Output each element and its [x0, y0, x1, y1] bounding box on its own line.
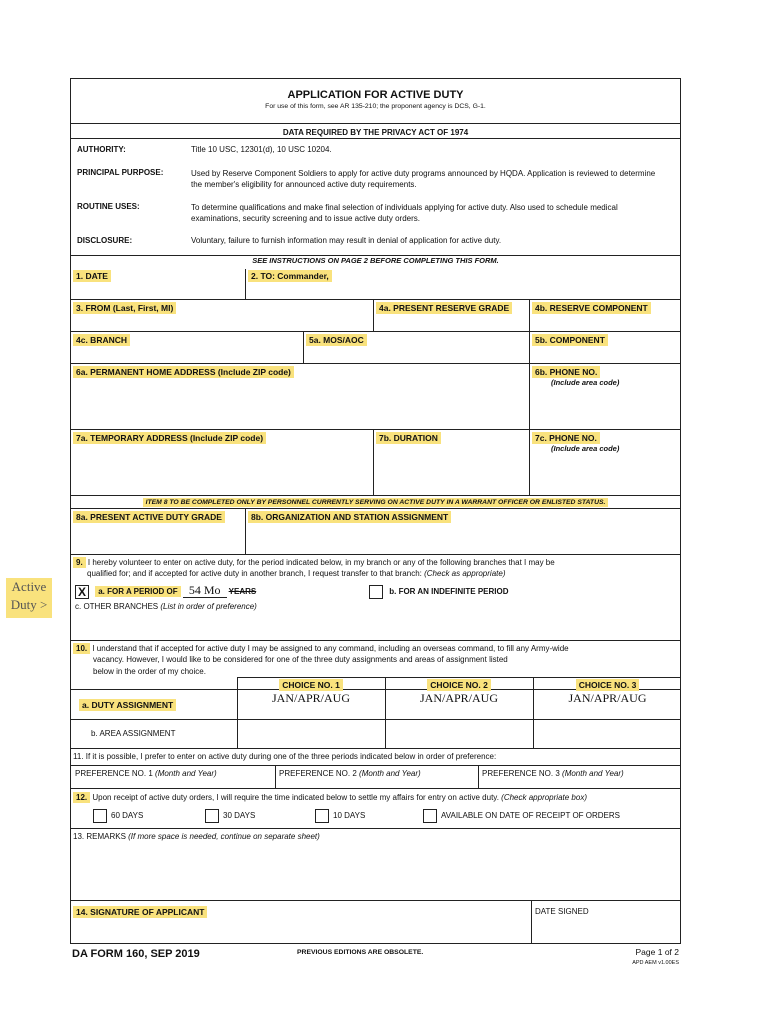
available-checkbox[interactable]	[423, 809, 437, 823]
form-header	[71, 79, 680, 123]
authority-text: Title 10 USC, 12301(d), 10 USC 10204.	[191, 145, 332, 154]
grade-field[interactable]: 4a. PRESENT RESERVE GRADE	[376, 302, 512, 314]
row-from	[71, 299, 680, 331]
instructions-text: SEE INSTRUCTIONS ON PAGE 2 BEFORE COMPLETING THIS FORM.	[252, 256, 499, 265]
period-checkbox[interactable]: X	[75, 585, 89, 599]
pref2-field[interactable]: PREFERENCE NO. 2 (Month and Year)	[279, 769, 421, 778]
apd-version: APD AEM v1.00ES	[632, 960, 679, 966]
purpose-text: Used by Reserve Component Soldiers to apply for active duty programs announced by HQDA. Application is reviewed to determine the member's eligibility for announced active duty requirements.	[191, 169, 656, 189]
choice1-header: CHOICE NO. 1	[279, 679, 343, 691]
from-field[interactable]: 3. FROM (Last, First, MI)	[73, 302, 176, 314]
available-label: AVAILABLE ON DATE OF RECEIPT OF ORDERS	[441, 811, 620, 821]
remarks-note: (If more space is needed, continue on separate sheet)	[128, 832, 320, 841]
privacy-title: DATA REQUIRED BY THE PRIVACY ACT OF 1974	[282, 128, 469, 137]
signature-field[interactable]: 14. SIGNATURE OF APPLICANT	[73, 906, 207, 918]
item10-text-c: below in the order of my choice.	[93, 667, 206, 676]
item14-section	[71, 900, 680, 943]
temp-address-field[interactable]: 7a. TEMPORARY ADDRESS (Include ZIP code)	[73, 432, 266, 444]
other-branches-note: (List in order of preference)	[160, 602, 257, 611]
item11-section	[71, 748, 680, 788]
date-signed-field[interactable]: DATE SIGNED	[535, 907, 589, 916]
obsolete-notice: PREVIOUS EDITIONS ARE OBSOLETE.	[297, 949, 424, 956]
privacy-act-section	[71, 123, 680, 293]
side-tab-line2: Duty >	[10, 597, 48, 612]
disclosure-text: Voluntary, failure to furnish information may result in denial of application for active duty.	[191, 236, 502, 245]
authority-label: AUTHORITY:	[77, 145, 126, 154]
other-branches-label: c. OTHER BRANCHES	[75, 602, 159, 611]
purpose-label: PRINCIPAL PURPOSE:	[77, 168, 164, 177]
item12-section	[71, 788, 680, 828]
disclosure-label: DISCLOSURE:	[77, 236, 133, 245]
item10-section	[71, 640, 680, 748]
item10-text-a: I understand that if accepted for active duty I may be assigned to any command, including an overseas command, to fill any Army-wide	[92, 644, 569, 653]
form-id: DA FORM 160, SEP 2019	[72, 948, 200, 960]
home-address-field[interactable]: 6a. PERMANENT HOME ADDRESS (Include ZIP code)	[73, 366, 294, 378]
branch-field[interactable]: 4c. BRANCH	[73, 334, 130, 346]
item13-section[interactable]	[71, 828, 680, 900]
item9-number: 9.	[73, 557, 86, 568]
routine-label: ROUTINE USES:	[77, 202, 140, 211]
duty-choice2[interactable]: JAN/APR/AUG	[419, 691, 498, 705]
routine-text: To determine qualifications and make final selection of individuals applying for active duty. Also used to schedule medical examinations, security screening and to issue active duty orders.	[191, 203, 618, 223]
page-number: Page 1 of 2	[635, 947, 679, 957]
area-assignment-label: b. AREA ASSIGNMENT	[91, 729, 176, 738]
item12-note: (Check appropriate box)	[501, 793, 587, 802]
indefinite-option: b. FOR AN INDEFINITE PERIOD	[389, 587, 509, 597]
active-duty-side-tab[interactable]	[6, 578, 52, 618]
to-field[interactable]: 2. TO: Commander,	[248, 270, 332, 282]
form-title: APPLICATION FOR ACTIVE DUTY	[287, 89, 464, 101]
org-field[interactable]: 8b. ORGANIZATION AND STATION ASSIGNMENT	[248, 511, 451, 523]
duration-field[interactable]: 7b. DURATION	[376, 432, 441, 444]
60-days-checkbox[interactable]	[93, 809, 107, 823]
duty-choice3[interactable]: JAN/APR/AUG	[568, 691, 647, 705]
duty-choice1[interactable]: JAN/APR/AUG	[271, 691, 350, 705]
phone-7c-note: (Include area code)	[551, 444, 620, 453]
item8-note: ITEM 8 TO BE COMPLETED ONLY BY PERSONNEL CURRENTLY SERVING ON ACTIVE DUTY IN A WARRANT OFFICER OR ENLISTED STATUS.	[143, 498, 609, 507]
10-days-checkbox[interactable]	[315, 809, 329, 823]
item10-text-b: vacancy. However, I would like to be considered for one of the three duty assignments and areas of assignment listed	[93, 655, 508, 664]
remarks-label: 13. REMARKS	[73, 832, 126, 841]
30-days-checkbox[interactable]	[205, 809, 219, 823]
row-home-address	[71, 363, 680, 429]
item9-text-b: qualified for; and if accepted for active duty in another branch, I request transfer to that branch:	[87, 569, 422, 578]
item12-text: Upon receipt of active duty orders, I will require the time indicated below to settle my affairs for entry on active duty.	[92, 793, 499, 802]
row-item8	[71, 508, 680, 554]
period-value[interactable]: 54 Mo	[183, 583, 227, 598]
item12-number: 12.	[73, 792, 90, 803]
mos-field[interactable]: 5a. MOS/AOC	[306, 334, 367, 346]
da-form-160	[70, 78, 681, 944]
60-days-label: 60 DAYS	[111, 811, 144, 821]
form-subtitle: For use of this form, see AR 135-210; the proponent agency is DCS, G-1.	[265, 103, 486, 110]
component-field[interactable]: 5b. COMPONENT	[532, 334, 608, 346]
phone-7c-field[interactable]: 7c. PHONE NO.	[532, 432, 600, 444]
phone-6b-note: (Include area code)	[551, 378, 620, 387]
phone-6b-field[interactable]: 6b. PHONE NO.	[532, 366, 600, 378]
reserve-component-field[interactable]: 4b. RESERVE COMPONENT	[532, 302, 651, 314]
item8-note-row	[71, 495, 680, 507]
pref1-field[interactable]: PREFERENCE NO. 1 (Month and Year)	[75, 769, 217, 778]
item11-text: 11. If it is possible, I prefer to enter on active duty during one of the three periods indicated below in order of preference:	[73, 752, 497, 761]
pref3-field[interactable]: PREFERENCE NO. 3 (Month and Year)	[482, 769, 624, 778]
years-label: YEARS	[228, 587, 257, 596]
instructions-row	[71, 255, 680, 267]
period-option: a. FOR A PERIOD OF	[95, 586, 180, 597]
row-branch	[71, 331, 680, 363]
ad-grade-field[interactable]: 8a. PRESENT ACTIVE DUTY GRADE	[73, 511, 225, 523]
30-days-label: 30 DAYS	[223, 811, 256, 821]
item9-note: (Check as appropriate)	[424, 569, 506, 578]
date-field[interactable]: 1. DATE	[73, 270, 111, 282]
side-tab-line1: Active	[11, 579, 47, 594]
choice3-header: CHOICE NO. 3	[576, 679, 640, 691]
item9-section	[71, 554, 680, 640]
item9-text-a: I hereby volunteer to enter on active duty, for the period indicated below, in my branch or any of the following branches that I may be	[87, 558, 555, 567]
row-date-to	[71, 269, 680, 299]
duty-assignment-label: a. DUTY ASSIGNMENT	[79, 699, 176, 711]
row-temp-address	[71, 429, 680, 495]
indefinite-checkbox[interactable]	[369, 585, 383, 599]
10-days-label: 10 DAYS	[333, 811, 366, 821]
item10-number: 10.	[73, 643, 90, 654]
choice2-header: CHOICE NO. 2	[427, 679, 491, 691]
